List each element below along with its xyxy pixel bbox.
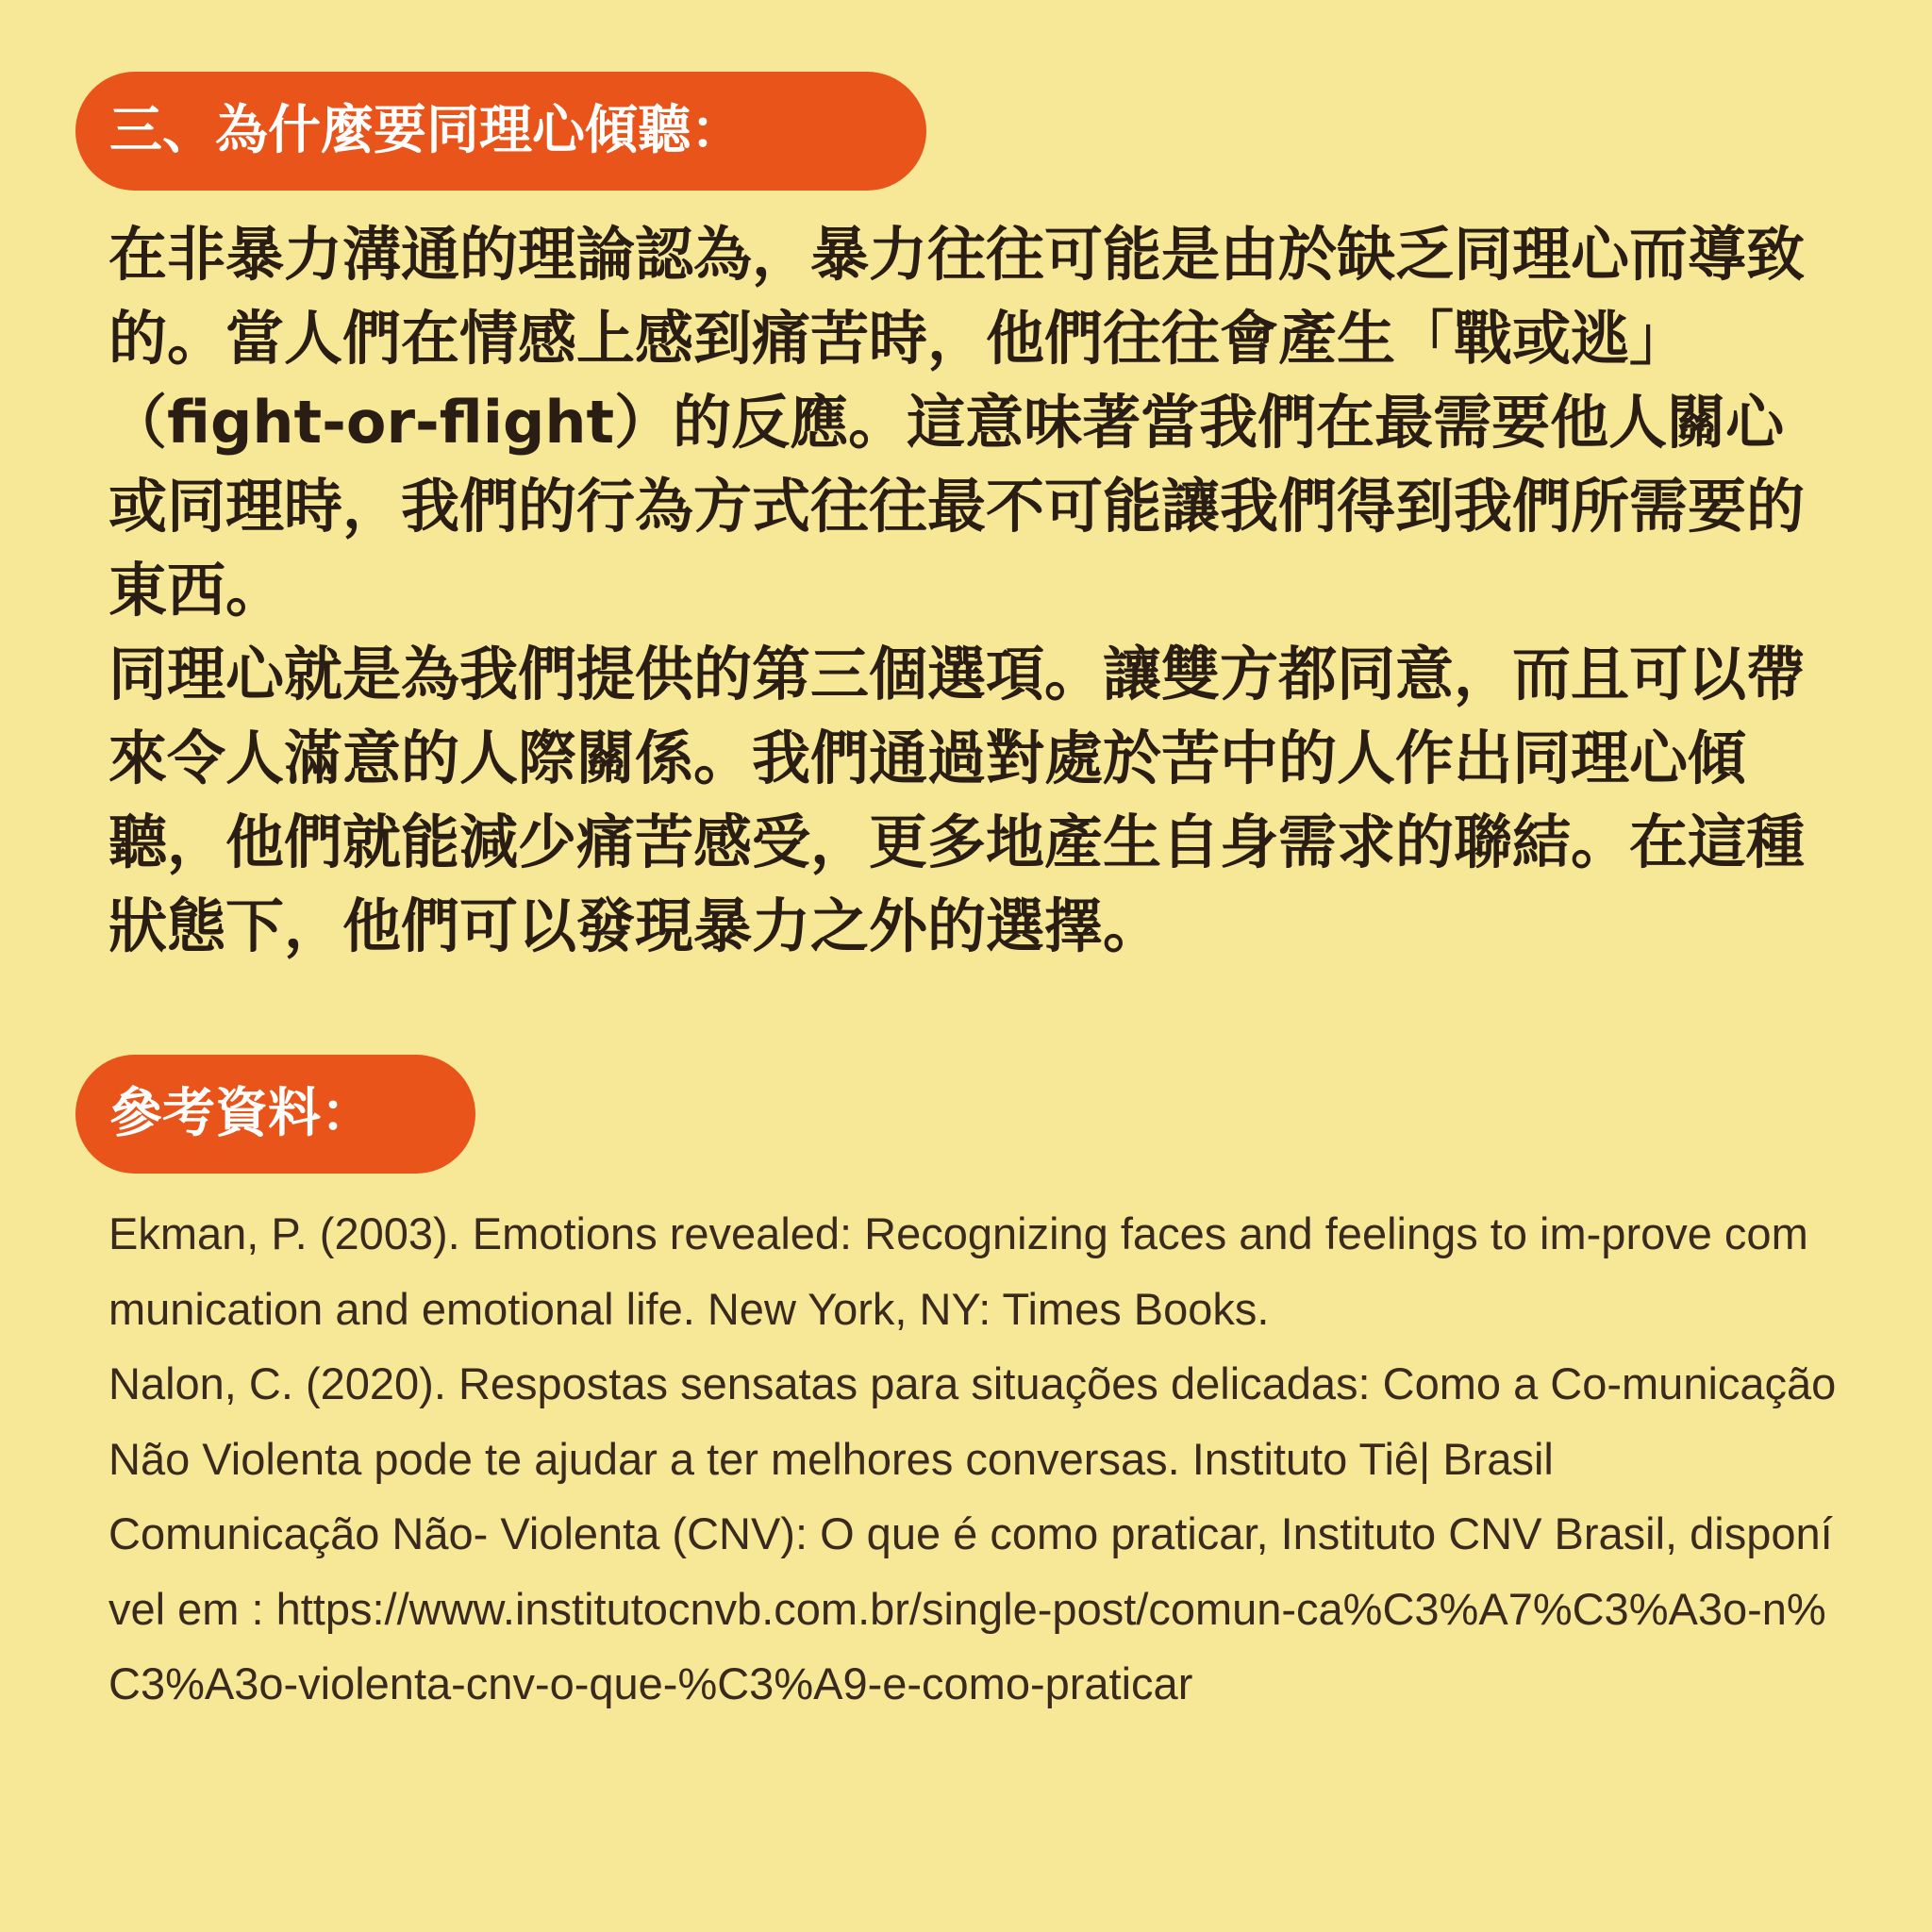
why-paragraph-2: 同理心就是為我們提供的第三個選項。讓雙方都同意，而且可以帶來令人滿意的人際關係。我們通過對處於苦中的人作出同理心傾聽，他們就能減少痛苦感受，更多地產生自身需求的聯結。在這種狀態下，他們可以發現暴力之外的選擇。 (108, 640, 1806, 960)
reference-item-ekman: Ekman, P. (2003). Emotions revealed: Recognizing faces and feelings to im-prove communication and emotional life. New York, NY: Times Books. (108, 1208, 1808, 1334)
references-list (108, 1196, 1840, 1722)
section-heading-references (75, 1055, 475, 1174)
section-heading-references-text: 參考資料： (109, 1083, 374, 1144)
section-heading-why-text: 三、為什麼要同理心傾聽： (109, 100, 743, 161)
section-heading-why (75, 72, 926, 191)
why-paragraph-1: 在非暴力溝通的理論認為，暴力往往可能是由於缺乏同理心而導致的。當人們在情感上感到痛苦時，他們往往會產生「戰或逃」（fight-or-flight）的反應。這意味著當我們在最需要他人關心或同理時，我們的行為方式往往最不可能讓我們得到我們所需要的東西。 (108, 220, 1806, 625)
why-body (108, 212, 1840, 968)
reference-item-nalon: Nalon, C. (2020). Respostas sensatas para situações delicadas: Como a Co-municação Não Violenta pode te ajudar a ter melhores conversas. Instituto Tiê| Brasil (108, 1358, 1837, 1484)
reference-item-cnv: Comunicação Não- Violenta (CNV): O que é como praticar, Instituto CNV Brasil, disponível em : https://www.institutocnvb.com.br/single-post/comun-ca%C3%A7%C3%A3o-n%C3%A3o-violenta-cnv-o-que-%C3%A9-e-como-praticar (108, 1508, 1833, 1708)
